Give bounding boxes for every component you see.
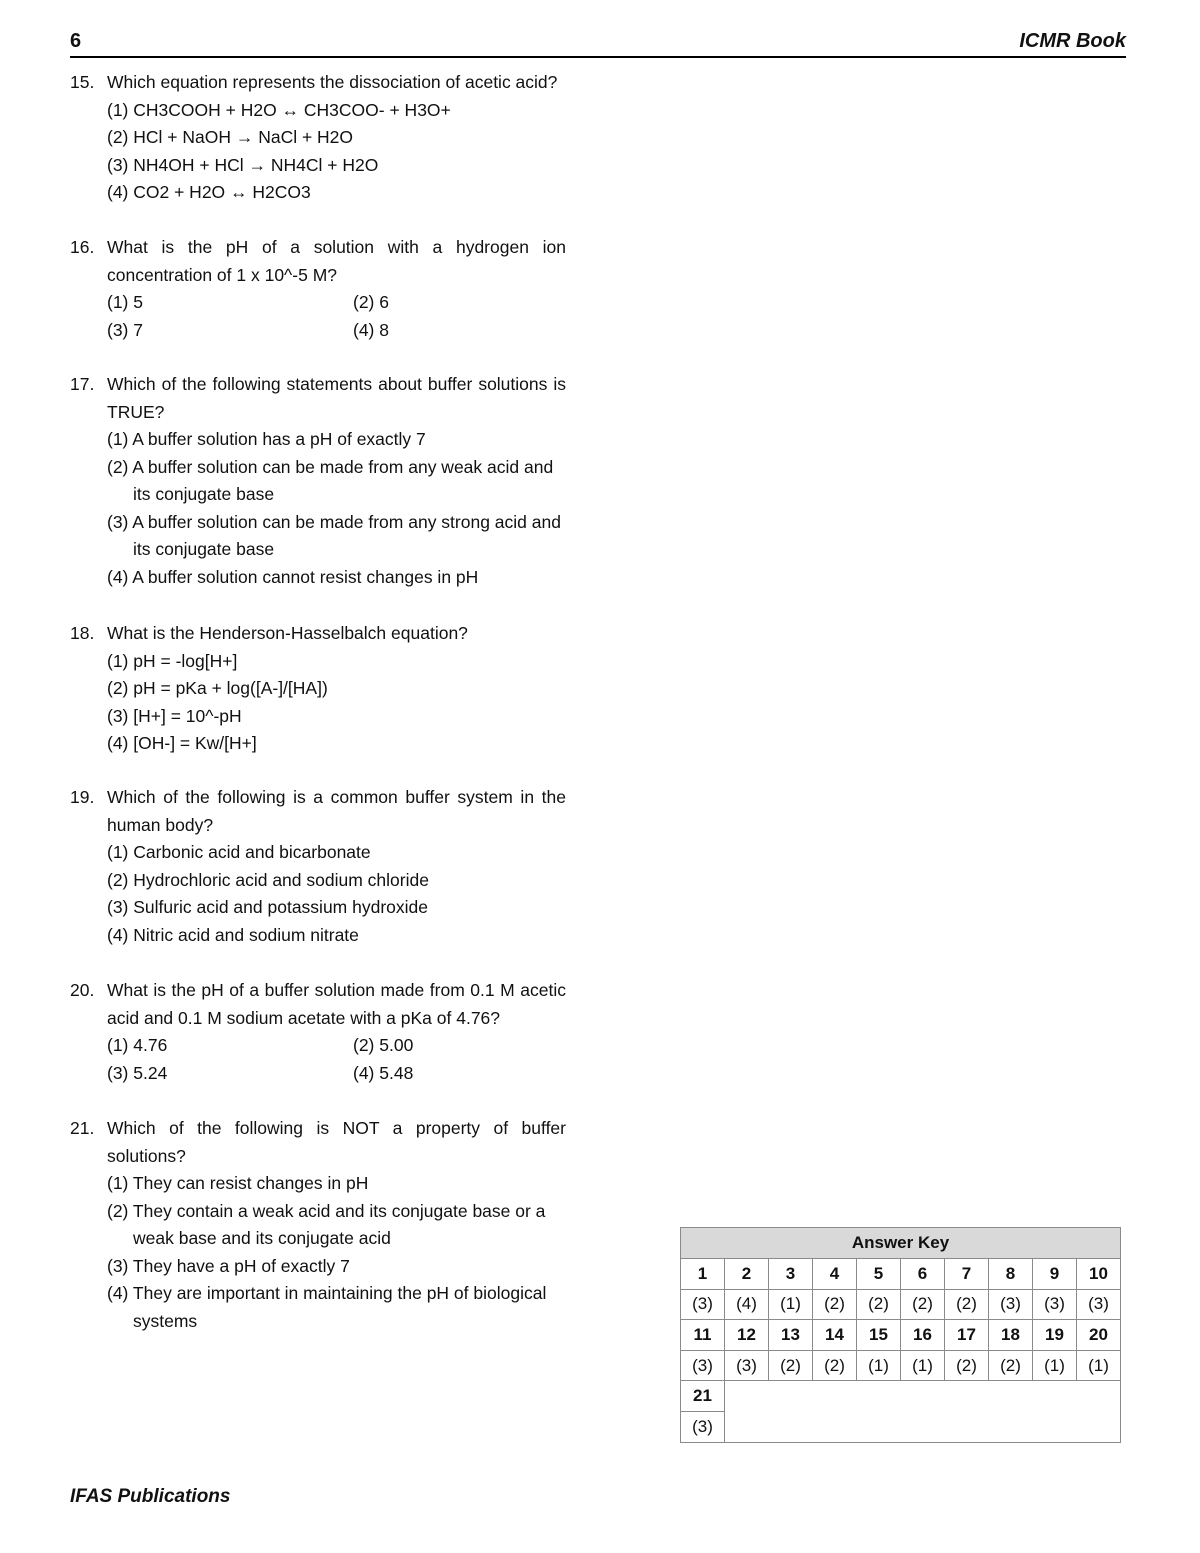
question-20 <box>70 977 566 1087</box>
question-text: Which of the following statements about buffer solutions is TRUE? <box>107 374 566 422</box>
question-17 <box>70 371 566 591</box>
answer-key-answer-row <box>681 1350 1121 1381</box>
question-16 <box>70 234 566 344</box>
option: (2) HCl + NaOH → NaCl + H2O <box>107 127 354 147</box>
question-number-cell: 8 <box>989 1259 1033 1290</box>
option: (3) Sulfuric acid and potassium hydroxide <box>107 897 428 917</box>
option: (1) A buffer solution has a pH of exactly 7 <box>107 429 426 449</box>
question-number-cell: 11 <box>681 1320 725 1351</box>
question-number-cell: 2 <box>725 1259 769 1290</box>
answer-key-title: Answer Key <box>681 1228 1121 1259</box>
question-number-cell: 5 <box>857 1259 901 1290</box>
question-number: 20. <box>70 980 95 1000</box>
option-grid <box>107 1032 566 1087</box>
question-number: 17. <box>70 374 95 394</box>
question-number-cell: 6 <box>901 1259 945 1290</box>
question-21 <box>70 1115 566 1335</box>
option: (2) Hydrochloric acid and sodium chloride <box>107 869 429 890</box>
question-number-cell: 17 <box>945 1320 989 1351</box>
question-number-cell: 21 <box>681 1381 725 1412</box>
option: (3) [H+] = 10^-pH <box>107 705 242 726</box>
option: (4) Nitric acid and sodium nitrate <box>107 924 359 945</box>
option: (4) 5.48 <box>353 1062 414 1083</box>
answer-cell: (1) <box>901 1350 945 1381</box>
answer-cell: (2) <box>813 1289 857 1320</box>
answer-cell: (2) <box>945 1289 989 1320</box>
option: (4) 8 <box>353 319 389 340</box>
publisher-footer: IFAS Publications <box>70 1486 231 1507</box>
question-number-cell: 12 <box>725 1320 769 1351</box>
option-list <box>107 426 566 591</box>
question-18 <box>70 620 566 758</box>
option-list <box>107 97 566 207</box>
question-number-cell: 20 <box>1077 1320 1121 1351</box>
answer-cell: (1) <box>769 1289 813 1320</box>
question-number: 15. <box>70 72 95 92</box>
page-header <box>70 28 1126 58</box>
question-number: 18. <box>70 623 95 643</box>
option: (2) pH = pKa + log([A-]/[HA]) <box>107 678 328 698</box>
option: (3) 7 <box>107 319 143 340</box>
question-text: What is the Henderson-Hasselbalch equation? <box>107 623 468 643</box>
option: (4) CO2 + H2O ↔ H2CO3 <box>107 182 311 202</box>
answer-cell: (2) <box>857 1289 901 1320</box>
answer-cell: (1) <box>1077 1350 1121 1381</box>
option-grid <box>107 289 566 344</box>
answer-cell: (2) <box>813 1350 857 1381</box>
question-text: What is the pH of a solution with a hydrogen ion concentration of 1 x 10^-5 M? <box>107 237 566 285</box>
question-number-cell: 10 <box>1077 1259 1121 1290</box>
option: (1) Carbonic acid and bicarbonate <box>107 842 371 862</box>
question-19 <box>70 784 566 949</box>
option: (1) 5 <box>107 292 143 312</box>
option: (4) A buffer solution cannot resist changes in pH <box>107 566 479 587</box>
question-15 <box>70 69 566 207</box>
answer-cell: (3) <box>681 1411 725 1442</box>
question-text: What is the pH of a buffer solution made from 0.1 M acetic acid and 0.1 M sodium acetate with a pKa of 4.76? <box>107 980 566 1028</box>
answer-key-number-row <box>681 1320 1121 1351</box>
option: (1) CH3COOH + H2O ↔ CH3COO- + H3O+ <box>107 99 451 120</box>
answer-cell: (1) <box>1033 1350 1077 1381</box>
question-number-cell: 3 <box>769 1259 813 1290</box>
answer-key-number-row <box>681 1259 1121 1290</box>
question-number-cell: 18 <box>989 1320 1033 1351</box>
question-number-cell: 7 <box>945 1259 989 1290</box>
option-list <box>107 1170 566 1335</box>
answer-cell: (2) <box>901 1289 945 1320</box>
option: (2) 6 <box>353 292 389 312</box>
answer-cell: (3) <box>681 1350 725 1381</box>
question-text: Which equation represents the dissociation of acetic acid? <box>107 72 558 92</box>
option: (2) A buffer solution can be made from any weak acid and its conjugate base <box>107 456 554 504</box>
answer-cell: (2) <box>989 1350 1033 1381</box>
question-number-cell: 4 <box>813 1259 857 1290</box>
answer-cell: (3) <box>989 1289 1033 1320</box>
book-title: ICMR Book <box>1019 30 1126 52</box>
answer-key-table <box>680 1227 1121 1443</box>
question-number-cell: 19 <box>1033 1320 1077 1351</box>
question-number-cell: 15 <box>857 1320 901 1351</box>
option: (4) [OH-] = Kw/[H+] <box>107 733 257 753</box>
question-number-cell: 14 <box>813 1320 857 1351</box>
question-number: 16. <box>70 237 95 257</box>
question-number: 19. <box>70 787 95 807</box>
question-number-cell: 1 <box>681 1259 725 1290</box>
option: (3) 5.24 <box>107 1062 168 1083</box>
option: (1) 4.76 <box>107 1035 168 1055</box>
question-number: 21. <box>70 1118 95 1138</box>
option: (3) A buffer solution can be made from any strong acid and its conjugate base <box>107 511 561 559</box>
answer-cell: (3) <box>725 1350 769 1381</box>
option: (3) They have a pH of exactly 7 <box>107 1255 350 1276</box>
answer-cell: (3) <box>1077 1289 1121 1320</box>
answer-cell: (3) <box>681 1289 725 1320</box>
answer-key-number-row <box>681 1381 1121 1412</box>
question-text: Which of the following is NOT a property of buffer solutions? <box>107 1118 566 1166</box>
answer-cell: (2) <box>945 1350 989 1381</box>
option: (4) They are important in maintaining the pH of biological systems <box>107 1283 547 1331</box>
answer-key-answer-row <box>681 1289 1121 1320</box>
answer-cell: (1) <box>857 1350 901 1381</box>
option: (1) They can resist changes in pH <box>107 1173 369 1193</box>
answer-cell: (3) <box>1033 1289 1077 1320</box>
answer-cell: (2) <box>769 1350 813 1381</box>
option: (1) pH = -log[H+] <box>107 650 238 671</box>
answer-cell: (4) <box>725 1289 769 1320</box>
option-list <box>107 648 566 758</box>
option: (3) NH4OH + HCl → NH4Cl + H2O <box>107 154 379 175</box>
question-number-cell: 16 <box>901 1320 945 1351</box>
empty-cell <box>725 1381 1121 1442</box>
question-number-cell: 13 <box>769 1320 813 1351</box>
option-list <box>107 839 566 949</box>
option: (2) They contain a weak acid and its conjugate base or a weak base and its conjugate acid <box>107 1200 546 1248</box>
page-number: 6 <box>70 30 82 52</box>
question-text: Which of the following is a common buffer system in the human body? <box>107 787 566 835</box>
option: (2) 5.00 <box>353 1035 414 1055</box>
question-number-cell: 9 <box>1033 1259 1077 1290</box>
